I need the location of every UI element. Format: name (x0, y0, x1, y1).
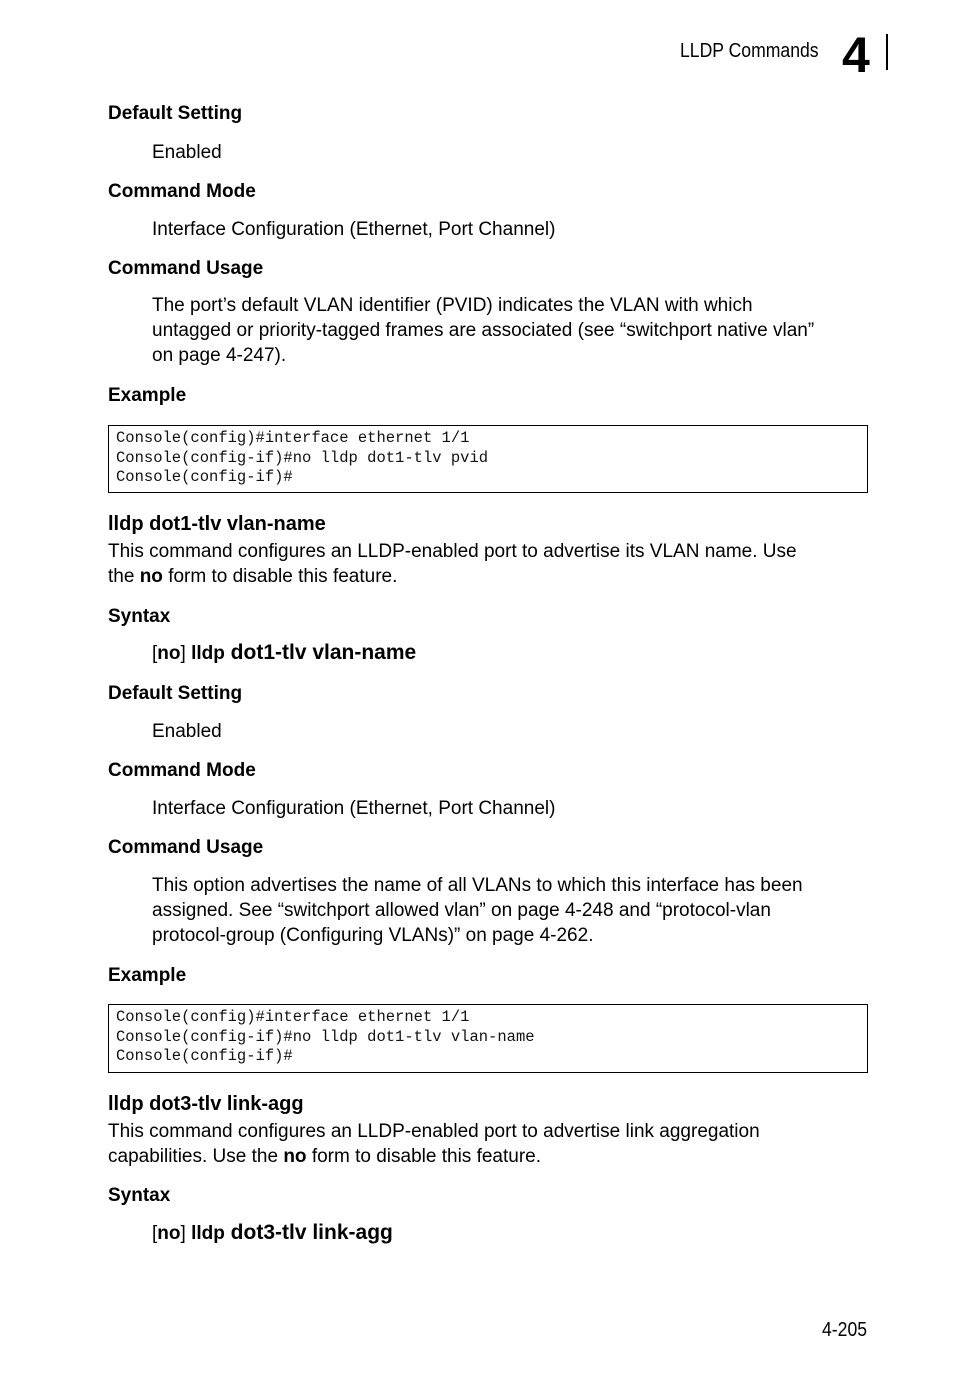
syntax-heading: Syntax (108, 1185, 171, 1206)
syntax-line: [no] lldp dot1-tlv vlan-name (152, 641, 417, 664)
command-mode-heading: Command Mode (108, 181, 256, 202)
command-usage-line: This option advertises the name of all VLANs to which this interface has been (152, 875, 803, 896)
default-setting-value: Enabled (152, 721, 222, 742)
code-line: Console(config)#interface ethernet 1/1 (116, 1008, 470, 1026)
command-usage-line: on page 4-247). (152, 345, 287, 366)
default-setting-value: Enabled (152, 142, 222, 163)
code-line: Console(config-if)# (116, 468, 293, 486)
command-usage-heading: Command Usage (108, 258, 264, 279)
command-description (108, 1119, 760, 1169)
code-example-box (108, 1004, 868, 1073)
description-line: This command configures an LLDP-enabled port to advertise its VLAN name. Use (108, 541, 797, 562)
syntax-heading: Syntax (108, 606, 171, 627)
description-line: This command configures an LLDP-enabled port to advertise link aggregation (108, 1121, 760, 1142)
command-usage-heading: Command Usage (108, 837, 264, 858)
page-number: 4-205 (822, 1319, 868, 1341)
description-line: the no form to disable this feature. (108, 566, 398, 587)
command-mode-heading: Command Mode (108, 760, 256, 781)
command-title: lldp dot1-tlv vlan-name (108, 513, 326, 535)
running-header: LLDP Commands (680, 40, 819, 62)
default-setting-heading: Default Setting (108, 103, 243, 124)
no-keyword: no (283, 1146, 307, 1167)
command-description (108, 539, 797, 589)
command-mode-value: Interface Configuration (Ethernet, Port Channel) (152, 219, 556, 240)
code-line: Console(config-if)#no lldp dot1-tlv vlan-name (116, 1027, 535, 1046)
command-usage-line: protocol-group (Configuring VLANs)” on page 4-262. (152, 925, 594, 946)
chapter-number: 4 (842, 27, 870, 83)
example-heading: Example (108, 965, 187, 986)
description-line: capabilities. Use the no form to disable this feature. (108, 1146, 541, 1167)
no-keyword: no (139, 566, 163, 587)
command-mode-value: Interface Configuration (Ethernet, Port Channel) (152, 798, 556, 819)
command-usage-line: The port’s default VLAN identifier (PVID) indicates the VLAN with which (152, 295, 753, 316)
code-line: Console(config-if)# (116, 1047, 293, 1065)
code-line: Console(config-if)#no lldp dot1-tlv pvid (116, 448, 489, 467)
example-heading: Example (108, 385, 187, 406)
code-line: Console(config)#interface ethernet 1/1 (116, 429, 470, 447)
chapter-divider (886, 34, 888, 70)
command-usage-line: assigned. See “switchport allowed vlan” on page 4-248 and “protocol-vlan (152, 900, 771, 921)
syntax-line: [no] lldp dot3-tlv link-agg (152, 1221, 393, 1244)
command-usage-paragraph (152, 873, 803, 948)
code-example-box (108, 425, 868, 493)
command-title: lldp dot3-tlv link-agg (108, 1093, 304, 1115)
command-usage-paragraph (152, 293, 814, 368)
command-usage-line: untagged or priority-tagged frames are associated (see “switchport native vlan” (152, 320, 815, 341)
default-setting-heading: Default Setting (108, 683, 243, 704)
